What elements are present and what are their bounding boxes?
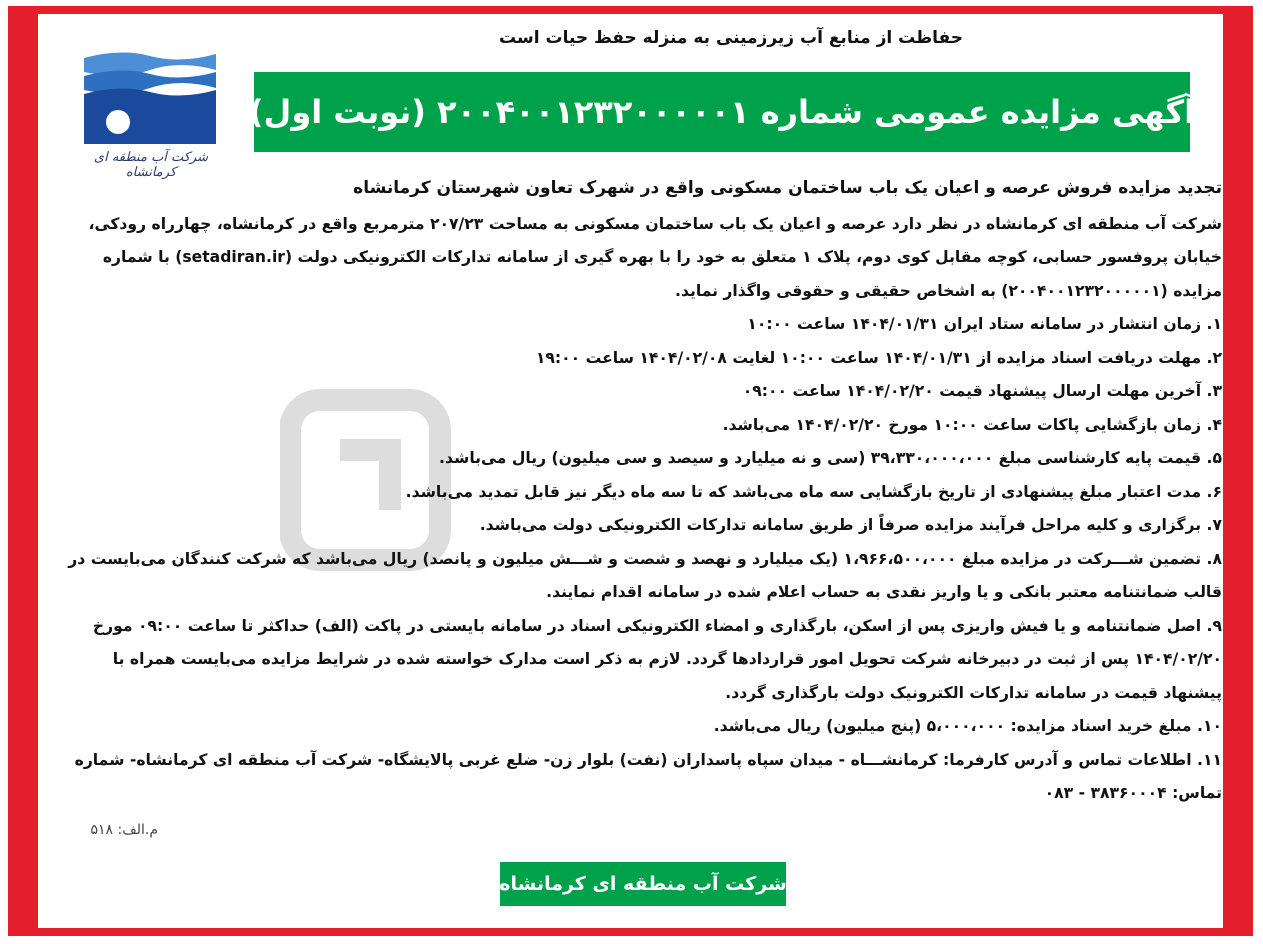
logo-caption: شرکت آب منطقه ای کرمانشاه bbox=[93, 150, 209, 180]
list-item: ۴. زمان بازگشایی پاکات ساعت ۱۰:۰۰ مورخ ۱۴۰۴/۰۲/۲۰ می‌باشد. bbox=[722, 415, 1222, 434]
intro-paragraph: شرکت آب منطقه ای کرمانشاه در نظر دارد عرصه و اعیان یک باب ساختمان مسکونی به مساحت ۲۰۷/۲۳ مترمربع واقع در کرمانشاه، چهارراه رودکی، خیابان پروفسور حسابی، کوچه مقابل کوی دوم، پلاک ۱ متعلق به خود را با بهره گیری از سامانه تدارکات الکترونیکی دولت (setadiran.ir) با شماره مزایده (۲۰۰۴۰۰۱۲۳۲۰۰۰۰۰۱) به اشخاص حقیقی و حقوقی واگذار نماید. bbox=[88, 214, 1222, 300]
announcement-title: آگهی مزایده عمومی شماره ۲۰۰۴۰۰۱۲۳۲۰۰۰۰۰۱ (نوبت اول) bbox=[254, 72, 1190, 152]
list-item: ۶. مدت اعتبار مبلغ پیشنهادی از تاریخ بازگشایی سه ماه می‌باشد که تا سه ماه دیگر نیز قابل تمدید می‌باشد. bbox=[405, 482, 1222, 501]
list-item: ۷. برگزاری و کلیه مراحل فرآیند مزایده صرفاً از طریق سامانه تدارکات الکترونیکی دولت می‌باشد. bbox=[479, 516, 1222, 534]
footer-company-name: شرکت آب منطقه ای کرمانشاه bbox=[500, 862, 786, 906]
list-item: ۹. اصل ضمانتنامه و یا فیش واریزی پس از اسکن، بارگذاری و امضاء الکترونیکی اسناد در سامانه بایستی در پاکت (الف) حداکثر تا ساعت ۰۹:۰۰ مورخ ۱۴۰۴/۰۲/۲۰ پس از ثبت در دبیرخانه شرکت تحویل امور قراردادها گردد. لازم به ذکر است مدارک خواسته شده در شرایط مزایده می‌بایست همراه با پیشنهاد قیمت در سامانه تدارکات الکترونیک دولت بارگذاری گردد. bbox=[92, 616, 1222, 702]
list-item: ۵. قیمت پایه کارشناسی مبلغ ۳۹،۳۳۰،۰۰۰،۰۰۰ (سی و نه میلیارد و سیصد و سی میلیون) ریال می‌باشد. bbox=[439, 449, 1222, 467]
list-item: ۱۰. مبلغ خرید اسناد مزایده: ۵،۰۰۰،۰۰۰ (پنج میلیون) ریال می‌باشد. bbox=[713, 717, 1222, 735]
list-item: ۱. زمان انتشار در سامانه ستاد ایران ۱۴۰۴/۰۱/۳۱ ساعت ۱۰:۰۰ bbox=[747, 315, 1222, 333]
headline: تجدید مزایده فروش عرصه و اعیان یک باب ساختمان مسکونی واقع در شهرک تعاون شهرستان کرمانشاه bbox=[353, 178, 1222, 198]
list-item: ۸. تضمین شـــرکت در مزایده مبلغ ۱،۹۶۶،۵۰۰،۰۰۰ (یک میلیارد و نهصد و شصت و شـــش میلیون و پانصد) ریال می‌باشد که شرکت کنندگان می‌بایست در قالب ضمانتنامه معتبر بانکی و یا واریز نقدی به حساب اعلام شده در سامانه اقدام نمایند. bbox=[68, 549, 1222, 601]
list-item: ۱۱. اطلاعات تماس و آدرس کارفرما: کرمانشـــاه - میدان سپاه پاسداران (نفت) بلوار زن- ضلع غربی پالایشگاه- شرکت آب منطقه ای کرمانشاه- شماره تماس: ۳۸۳۶۰۰۰۴ - ۰۸۳ bbox=[74, 750, 1222, 802]
slogan: حفاظت از منابع آب زیرزمینی به منزله حفظ حیات است bbox=[499, 28, 963, 48]
announcement-body bbox=[60, 172, 1222, 811]
list-item: ۳. آخرین مهلت ارسال پیشنهاد قیمت ۱۴۰۴/۰۲/۲۰ ساعت ۰۹:۰۰ bbox=[742, 382, 1222, 400]
list-item: ۲. مهلت دریافت اسناد مزایده از ۱۴۰۴/۰۱/۳۱ ساعت ۱۰:۰۰ لغایت ۱۴۰۴/۰۲/۰۸ ساعت ۱۹:۰۰ bbox=[535, 348, 1222, 367]
reference-number: م.الف: ۵۱۸ bbox=[90, 822, 158, 838]
